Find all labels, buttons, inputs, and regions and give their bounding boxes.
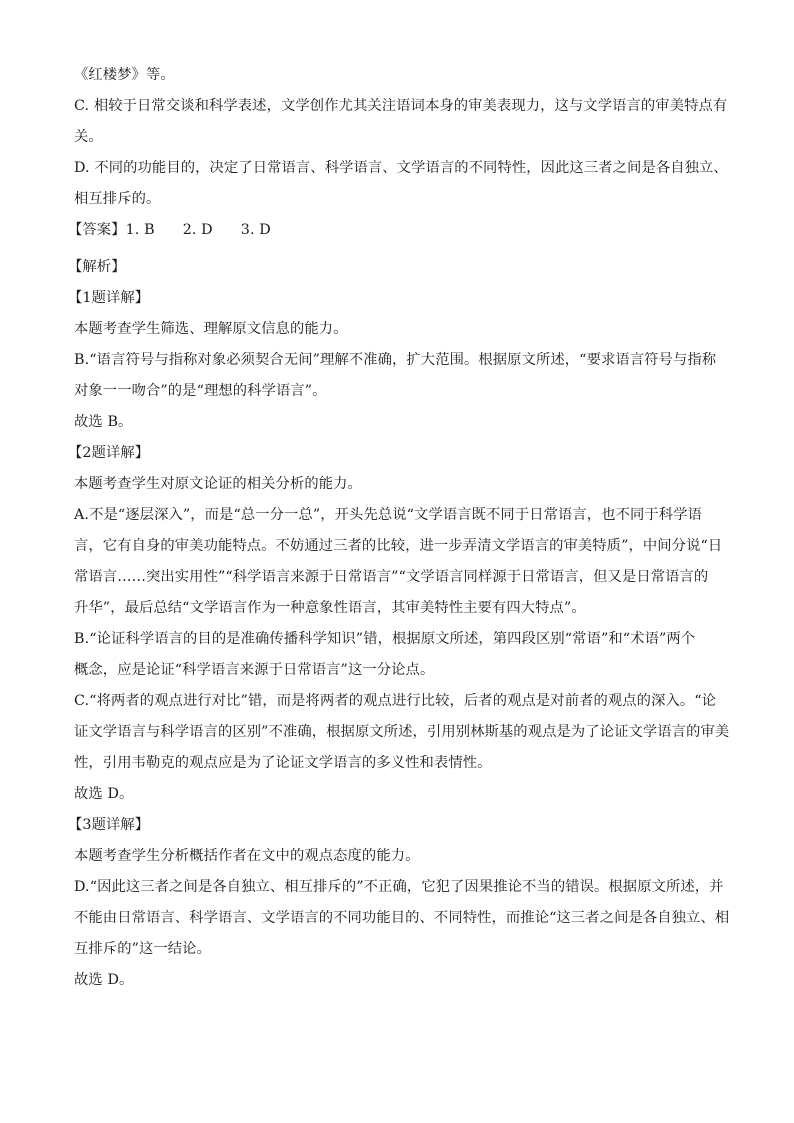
q2-line-7: 概念，应是论证“科学语言来源于日常语言”这一分论点。 [74,662,435,678]
q3-line-5: 故选 D。 [74,972,134,988]
q2-line-1: 本题考查学生对原文论证的相关分析的能力。 [74,476,362,492]
q3-tag: 【3题详解】 [68,817,150,833]
q2-tag: 【2题详解】 [68,445,150,461]
q2-line-3: 言，它有自身的审美功能特点。不妨通过三者的比较，进一步弄清文学语言的审美特质”，中间分说“日 [74,538,723,554]
q2-line-2: A.不是“逐层深入”，而是“总一分一总”，开头先总说“文学语言既不同于日常语言，也不同于科学语 [74,507,702,523]
q2-line-9: 证文学语言与科学语言的区别”不准确，根据原文所述，引用别林斯基的观点是为了论证文学语言的审美 [74,724,730,740]
q2-line-8: C.“将两者的观点进行对比”错，而是将两者的观点进行比较，后者的观点是对前者的观点的深入。“论 [74,693,717,709]
q3-line-2: D.“因此这三者之间是各自独立、相互排斥的”不正确，它犯了因果推论不当的错误。根据原文所述，并 [74,879,724,895]
q1-line-1: 本题考查学生筛选、理解原文信息的能力。 [74,321,348,337]
q2-line-11: 故选 D。 [74,786,134,802]
answer-row [68,215,724,246]
answer-item-1: 1. B [125,222,155,238]
answer-tag: 【答案】 [68,222,126,238]
q1-line-4: 故选 B。 [74,414,133,430]
q3-line-3: 不能由日常语言、科学语言、文学语言的不同功能目的、不同特性，而推论“这三者之间是各自独立、相 [74,910,730,926]
q1-line-2: B.“语言符号与指称对象必须契合无间”理解不准确，扩大范围。根据原文所述，“要求语言符号与指称 [74,352,717,368]
analysis-tag: 【解析】 [68,259,126,275]
q3-line-1: 本题考查学生分析概括作者在文中的观点态度的能力。 [74,848,420,864]
q1-tag: 【1题详解】 [68,290,150,306]
option-d-line-1: D. 不同的功能目的，决定了日常语言、科学语言、文学语言的不同特性，因此这三者之间是各自独立、 [74,160,728,176]
answer-item-2: 2. D [182,222,213,238]
answer-item-3: 3. D [240,222,271,238]
q2-line-4: 常语言……突出实用性”“科学语言来源于日常语言”“文学语言同样源于日常语言，但又是日常语言的 [74,569,709,585]
option-c-line-1: C. 相较于日常交谈和科学表述，文学创作尤其关注语词本身的审美表现力，这与文学语言的审美特点有 [74,98,728,114]
option-d-line-2: 相互排斥的。 [74,191,161,207]
q2-line-10: 性，引用韦勒克的观点应是为了论证文学语言的多义性和表情性。 [74,755,492,771]
q2-line-5: 升华”，最后总结“文学语言作为一种意象性语言，其审美特性主要有四大特点”。 [74,600,586,616]
option-c-line-2: 关。 [74,129,103,145]
option-b-tail: 《红楼梦》等。 [74,67,175,83]
q1-line-3: 对象一一吻合”的是“理想的科学语言”。 [74,383,327,399]
q2-line-6: B.“论证科学语言的目的是准确传播科学知识”错，根据原文所述，第四段区别“常语”和“术语”两个 [74,631,696,647]
document-page [68,60,730,996]
q3-line-4: 互排斥的”这一结论。 [74,941,211,957]
